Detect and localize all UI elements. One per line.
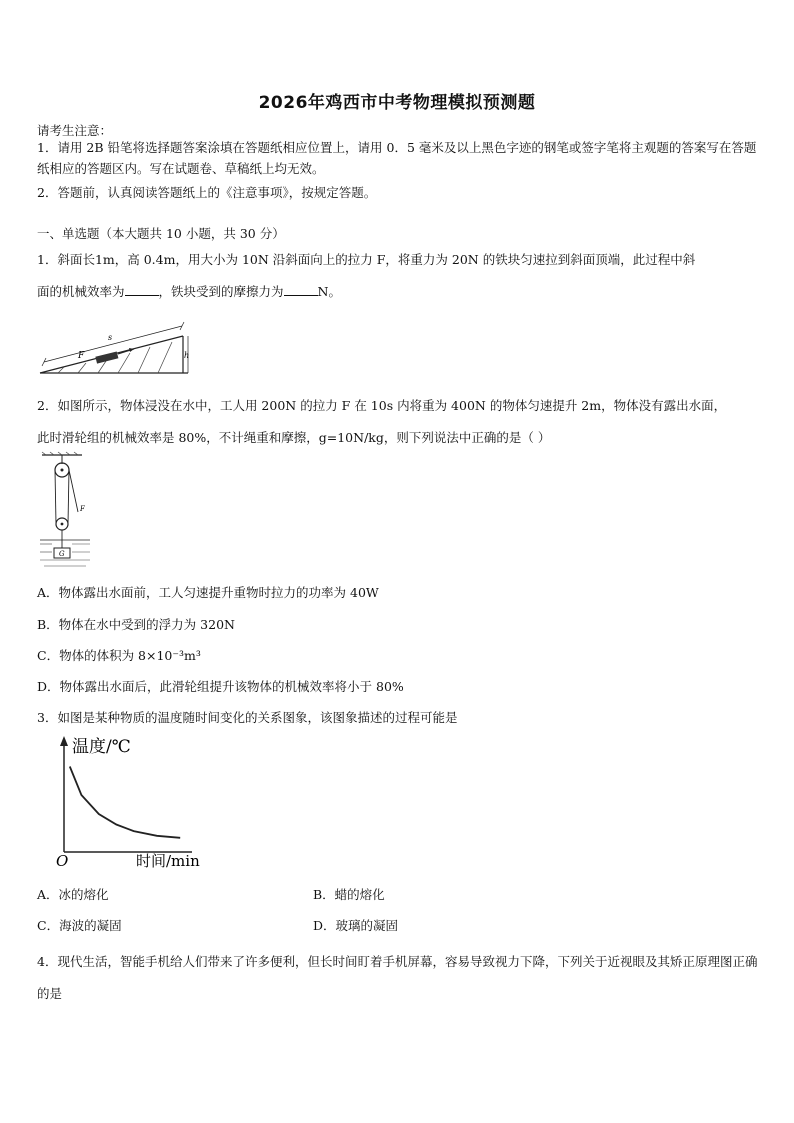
q1-stem-part-a: 面的机械效率为 — [37, 284, 125, 299]
y-axis-arrow — [60, 736, 68, 746]
q1-incline-figure — [38, 318, 193, 376]
q2-stem-line1: 2．如图所示，物体浸没在水中，工人用 200N 的拉力 F 在 10s 内将重为 400N 的物体匀速提升 2m，物体没有露出水面， — [37, 398, 727, 413]
q2-stem-line2: 此时滑轮组的机械效率是 80%，不计绳重和摩擦，g=10N/kg，则下列说法中正确的是（ ） — [37, 430, 551, 445]
page-title: 2026年鸡西市中考物理模拟预测题 — [258, 93, 536, 113]
notice-heading: 请考生注意： — [37, 123, 113, 138]
q2-label-F: F — [80, 505, 85, 513]
q1-label-h: h — [184, 351, 190, 360]
q3-option-d: D．玻璃的凝固 — [313, 918, 399, 933]
q2-option-b: B．物体在水中受到的浮力为 320N — [37, 617, 235, 632]
q1-stem-line2 — [37, 282, 341, 300]
notice-item-1: 1．请用 2B 铅笔将选择题答案涂填在答题纸相应位置上，请用 0．5 毫米及以上黑色字迹的钢笔或签字笔将主观题的答案写在答题纸相应的答题区内。写在试题卷、草稿纸上均无效。 — [37, 140, 757, 176]
q2-pulley-figure — [38, 452, 98, 570]
q3-option-c: C．海波的凝固 — [37, 918, 122, 933]
q2-option-a: A．物体露出水面前，工人匀速提升重物时拉力的功率为 40W — [37, 585, 379, 600]
q3-option-b: B．蜡的熔化 — [313, 887, 385, 902]
q1-blank-efficiency — [125, 283, 159, 296]
q3-option-a: A．冰的熔化 — [37, 887, 109, 902]
series-line — [70, 767, 180, 838]
q3-stem: 3．如图是某种物质的温度随时间变化的关系图象，该图象描述的过程可能是 — [37, 710, 458, 725]
q2-option-c: C．物体的体积为 8×10⁻³m³ — [37, 648, 201, 663]
q3-temperature-chart — [40, 734, 220, 870]
origin-label: O — [56, 852, 69, 870]
q1-stem-part-b: ，铁块受到的摩擦力为 — [158, 284, 284, 299]
x-axis-label: 时间/min — [136, 852, 200, 870]
q1-stem-line1: 1．斜面长1m，高 0.4m，用大小为 10N 沿斜面向上的拉力 F，将重力为 20N 的铁块匀速拉到斜面顶端，此过程中斜 — [37, 252, 696, 267]
notice-item-2: 2．答题前，认真阅读答题纸上的《注意事项》，按规定答题。 — [37, 185, 377, 200]
q1-blank-friction — [284, 283, 318, 296]
y-axis-label: 温度/℃ — [72, 737, 131, 757]
q2-option-d: D．物体露出水面后，此滑轮组提升该物体的机械效率将小于 80% — [37, 679, 404, 694]
section-heading: 一、单选题（本大题共 10 小题，共 30 分） — [37, 226, 285, 241]
q2-label-G: G — [59, 550, 65, 558]
q1-label-F: F — [78, 351, 85, 361]
q1-label-s: s — [108, 333, 113, 342]
q4-stem: 4．现代生活，智能手机给人们带来了许多便利，但长时间盯着手机屏幕，容易导致视力下降，下列关于近视眼及其矫正原理图正确的是 — [37, 954, 758, 1001]
q1-stem-part-c: N。 — [317, 284, 341, 299]
